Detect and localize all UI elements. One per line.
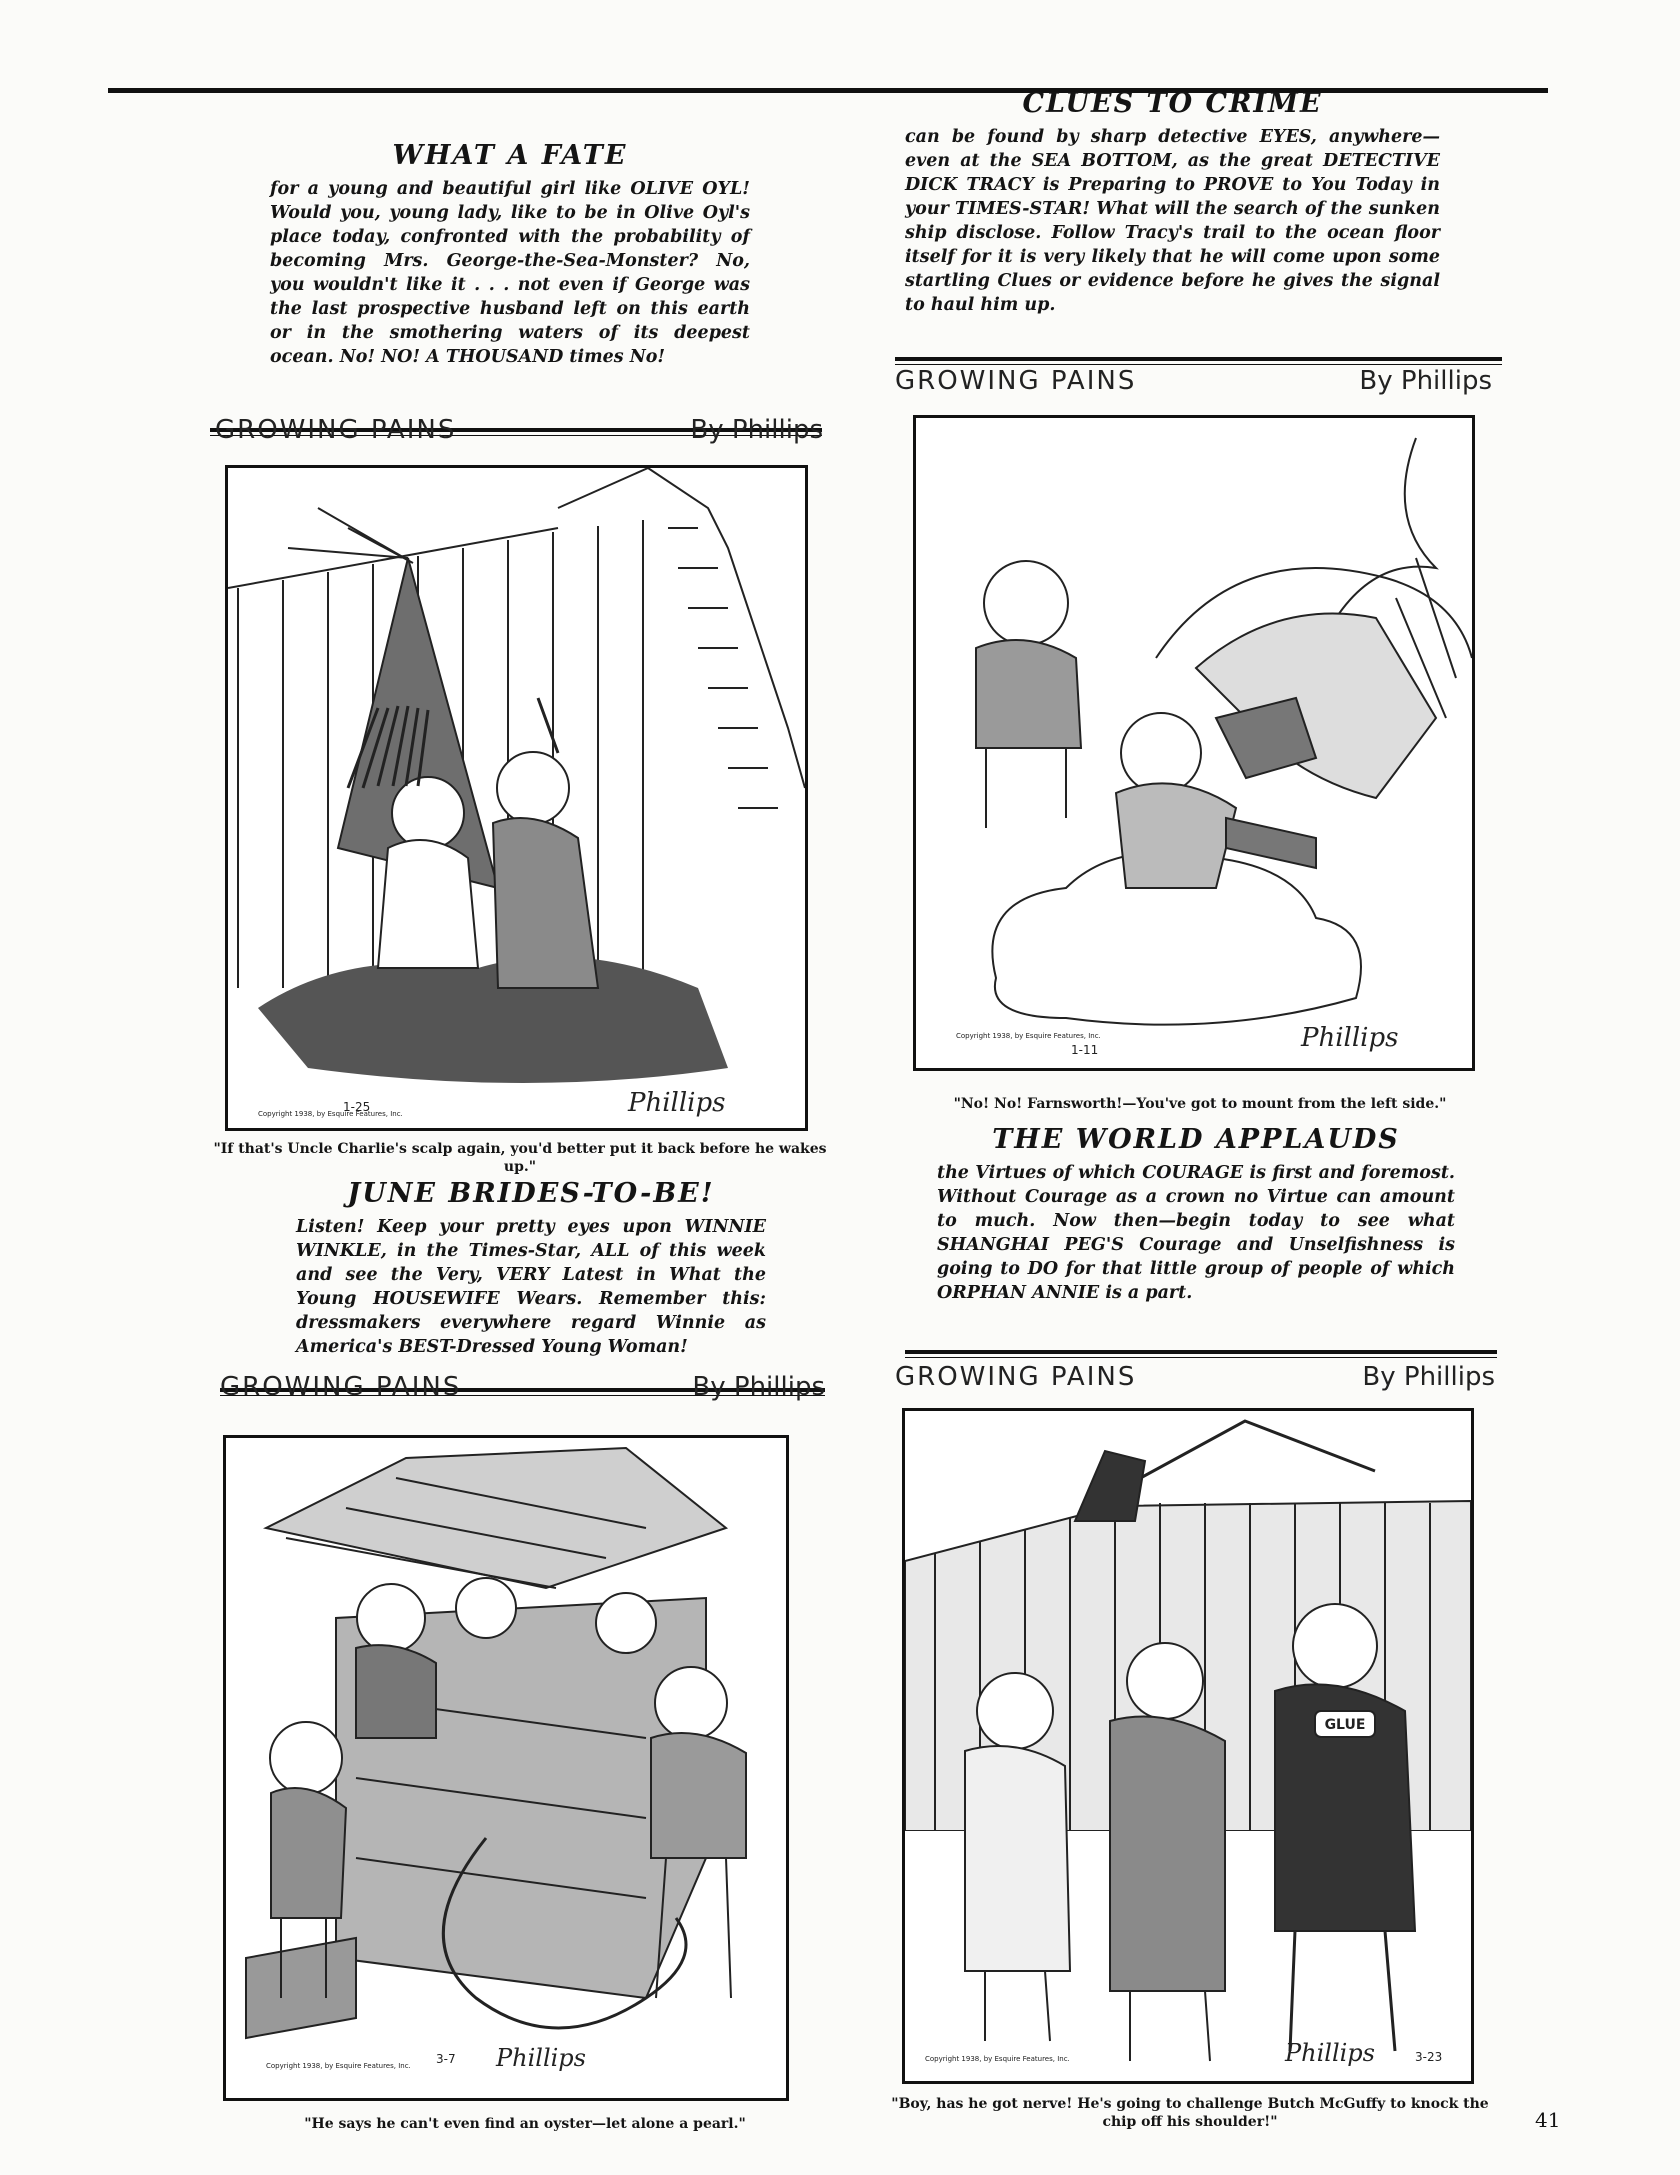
blurb-title: CLUES TO CRIME — [1022, 88, 1323, 119]
strip-title: GROWING PAINS — [215, 415, 457, 445]
blurb-title: THE WORLD APPLAUDS — [992, 1124, 1400, 1155]
blurb-text: can be found by sharp detective EYES, anywhere—even at the SEA BOTTOM, as the great DETECTIVE DICK TRACY is Preparing to PROVE to You Today in your TIMES-STAR! What will the search of the sunken ship disclose. Follow Tracy's trail to the ocean floor itself for it is very likely that he will come upon some startling Clues or evidence before he gives the signal to haul him up. — [905, 127, 1440, 315]
strip-date: 1-25 — [343, 1100, 371, 1114]
strip-byline: By Phillips — [1362, 1362, 1495, 1392]
artist-signature: Phillips — [1301, 1023, 1399, 1053]
strip-header — [895, 366, 1492, 396]
strip-caption: "If that's Uncle Charlie's scalp again, you'd better put it back before he wakes up." — [213, 1141, 827, 1175]
blurb-june-brides — [296, 1178, 766, 1359]
comic-panel — [223, 1435, 789, 2101]
page-number: 41 — [1535, 2108, 1561, 2132]
blurb-text: the Virtues of which COURAGE is first and foremost. Without Courage as a crown no Virtue can amount to much. Now then—begin today to see what SHANGHAI PEG'S Courage and Unselfishness is going to DO for that little group of people of which ORPHAN ANNIE is a part. — [937, 1163, 1455, 1303]
strip-title: GROWING PAINS — [895, 1362, 1137, 1392]
strip-date: 3-7 — [436, 2052, 456, 2066]
blurb-world-applauds — [937, 1124, 1455, 1305]
artist-signature: Phillips — [496, 2044, 586, 2072]
blurb-title: WHAT A FATE — [392, 140, 628, 171]
copyright-note: Copyright 1938, by Esquire Features, Inc. — [925, 2055, 1070, 2063]
artist-signature: Phillips — [1285, 2039, 1375, 2067]
strip-date: 1-11 — [1071, 1043, 1099, 1057]
strip-caption: "He says he can't even find an oyster—let alone a pearl." — [304, 2116, 746, 2132]
comic-panel — [225, 465, 808, 1131]
strip-caption: "No! No! Farnsworth!—You've got to mount from the left side." — [953, 1096, 1447, 1112]
comic-panel — [902, 1408, 1474, 2084]
copyright-note: Copyright 1938, by Esquire Features, Inc. — [266, 2062, 411, 2070]
copyright-note: Copyright 1938, by Esquire Features, Inc. — [258, 1110, 403, 1118]
blurb-what-a-fate — [270, 140, 750, 369]
strip-date: 3-23 — [1415, 2050, 1443, 2064]
copyright-note: Copyright 1938, by Esquire Features, Inc. — [956, 1032, 1101, 1040]
section-rule — [895, 357, 1502, 365]
strip-header — [895, 1362, 1495, 1392]
chip-on-shoulder-scene-illustration — [905, 1411, 1471, 2081]
strip-caption: "Boy, has he got nerve! He's going to challenge Butch McGuffy to knock the chip off his shoulder!" — [891, 2096, 1489, 2130]
strip-byline: By Phillips — [692, 1372, 825, 1402]
glue-label: GLUE — [1324, 1717, 1366, 1733]
strip-title: GROWING PAINS — [895, 366, 1137, 396]
blurb-title: JUNE BRIDES-TO-BE! — [347, 1178, 715, 1209]
teepee-scene-illustration — [228, 468, 805, 1128]
comic-panel — [913, 415, 1475, 1071]
strip-header — [220, 1372, 825, 1402]
artist-signature: Phillips — [628, 1088, 726, 1118]
blurb-text: for a young and beautiful girl like OLIVE OYL! Would you, young lady, like to be in Olive Oyl's place today, confronted with the probability of becoming Mrs. George-the-Sea-Monster? No, you wouldn't like it . . . not even if George was the last prospective husband left on this earth or in the smothering waters of its deepest ocean. No! NO! A THOUSAND times No! — [270, 179, 750, 367]
strip-byline: By Phillips — [1359, 366, 1492, 396]
strip-header — [215, 415, 823, 445]
blurb-clues-to-crime — [905, 88, 1440, 317]
strip-byline: By Phillips — [690, 415, 823, 445]
wishing-well-scene-illustration — [226, 1438, 786, 2098]
blurb-text: Listen! Keep your pretty eyes upon WINNIE WINKLE, in the Times-Star, ALL of this week and see the Very, VERY Latest in What the Young HOUSEWIFE Wears. Remember this: dressmakers everywhere regard Winnie as America's BEST-Dressed Young Woman! — [296, 1217, 766, 1357]
strip-title: GROWING PAINS — [220, 1372, 462, 1402]
rocking-horse-scene-illustration — [916, 418, 1472, 1068]
section-rule — [905, 1350, 1497, 1358]
